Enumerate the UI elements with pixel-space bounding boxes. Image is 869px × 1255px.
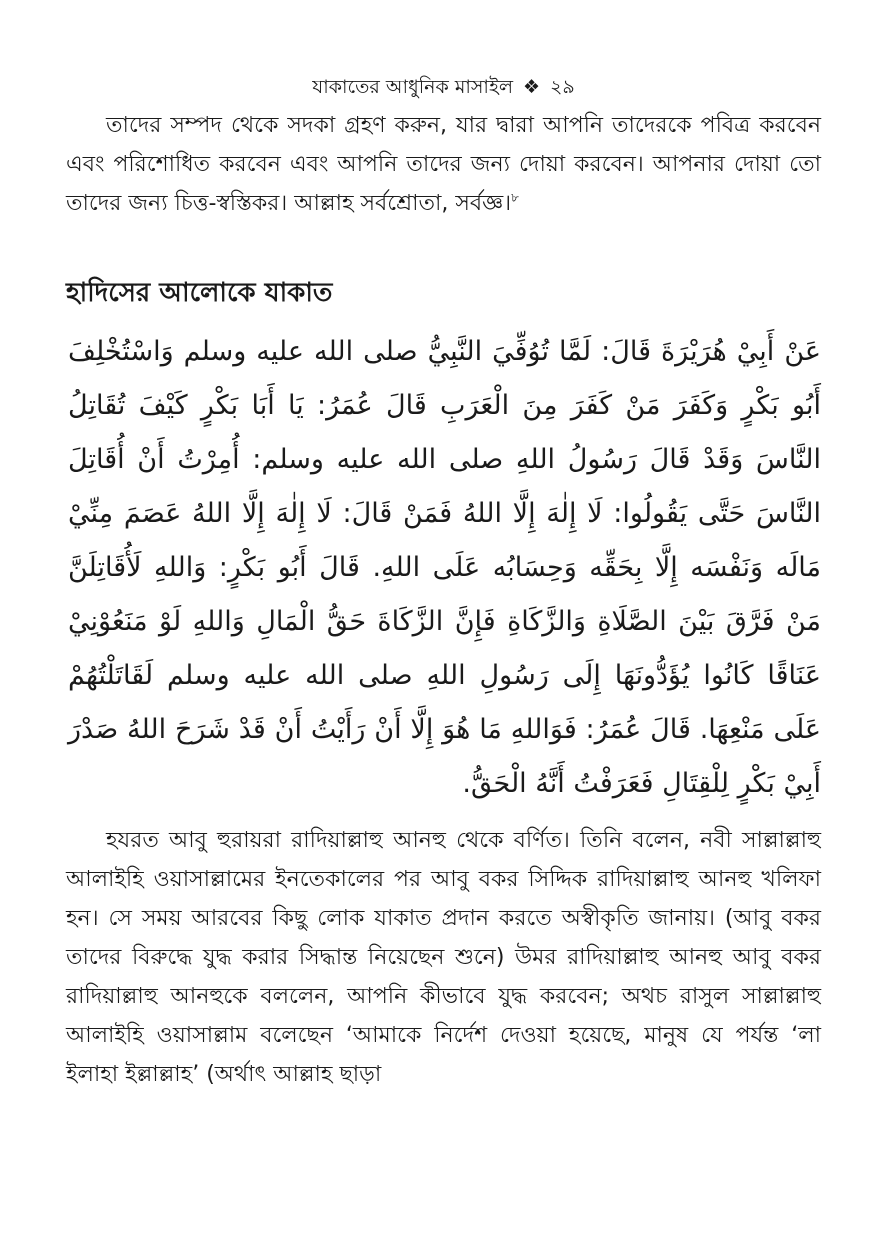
running-header: [66, 72, 821, 106]
book-page: [66, 72, 821, 1094]
book-title: যাকাতের আধুনিক মাসাইল: [312, 76, 513, 98]
intro-paragraph-text: তাদের সম্পদ থেকে সদকা গ্রহণ করুন, যার দ্বারা আপনি তাদেরকে পবিত্র করবেন এবং পরিশোধিত করবেন এবং আপনি তাদের জন্য দোয়া করবেন। আপনার দোয়া তো তাদের জন্য চিত্ত-স্বস্তিকর। আল্লাহ সর্বশ্রোতা, সর্বজ্ঞ।: [66, 113, 821, 216]
section-heading: হাদিসের আলোকে যাকাত: [66, 278, 333, 308]
header-separator-icon: ❖: [523, 76, 541, 98]
hadith-arabic-text: عَنْ أَبِيْ هُرَيْرَةَ قَالَ: لَمَّا تُوُفِّيَ النَّبِيُّ صلى الله عليه وسلم وَاسْتُخْلِفَ أَبُو بَكْرٍ وَكَفَرَ مَنْ كَفَرَ مِنَ الْعَرَبِ قَالَ عُمَرُ: يَا أَبَا بَكْرٍ كَيْفَ تُقَاتِلُ النَّاسَ وَقَدْ قَالَ رَسُولُ اللهِ صلى الله عليه وسلم: أُمِرْتُ أَنْ أُقَاتِلَ النَّاسَ حَتَّى يَقُولُوا: لَا إِلٰهَ إِلَّا اللهُ فَمَنْ قَالَ: لَا إِلٰهَ إِلَّا اللهُ عَصَمَ مِنِّيْ مَالَه وَنَفْسَه إِلَّا بِحَقِّه وَحِسَابُه عَلَى اللهِ. قَالَ أَبُو بَكْرٍ: وَاللهِ لَأُقَاتِلَنَّ مَنْ فَرَّقَ بَيْنَ الصَّلَاةِ وَالزَّكَاةِ فَإِنَّ الزَّكَاةَ حَقُّ الْمَالِ وَاللهِ لَوْ مَنَعُوْنِيْ عَنَاقًا كَانُوا يُؤَدُّونَهَا إِلَى رَسُولِ اللهِ صلى الله عليه وسلم لَقَاتَلْتُهُمْ عَلَى مَنْعِهَا. قَالَ عُمَرُ: فَوَاللهِ مَا هُوَ إِلَّا أَنْ رَأَيْتُ أَنْ قَدْ شَرَحَ اللهُ صَدْرَ أَبِيْ بَكْرٍ لِلْقِتَالِ فَعَرَفْتُ أَنَّهُ الْحَقُّ.: [68, 336, 821, 799]
intro-paragraph: [66, 106, 821, 223]
footnote-marker: ৮: [511, 190, 519, 205]
page-number: ২৯: [550, 76, 575, 98]
hadith-translation-paragraph: হযরত আবু হুরায়রা রাদিয়াল্লাহু আনহু থেকে বর্ণিত। তিনি বলেন, নবী সাল্লাল্লাহু আলাইহি ওয়াসাল্লামের ইনতেকালের পর আবু বকর সিদ্দিক রাদিয়াল্লাহু আনহু খলিফা হন। সে সময় আরবের কিছু লোক যাকাত প্রদান করতে অস্বীকৃতি জানায়। (আবু বকর তাদের বিরুদ্ধে যুদ্ধ করার সিদ্ধান্ত নিয়েছেন শুনে) উমর রাদিয়াল্লাহু আনহু আবু বকর রাদিয়াল্লাহু আনহুকে বললেন, আপনি কীভাবে যুদ্ধ করবেন; অথচ রাসুল সাল্লাল্লাহু আলাইহি ওয়াসাল্লাম বলেছেন ‘আমাকে নির্দেশ দেওয়া হয়েছে, মানুষ যে পর্যন্ত ‘লা ইলাহা ইল্লাল্লাহ’ (অর্থাৎ আল্লাহ ছাড়া: [66, 828, 821, 1087]
